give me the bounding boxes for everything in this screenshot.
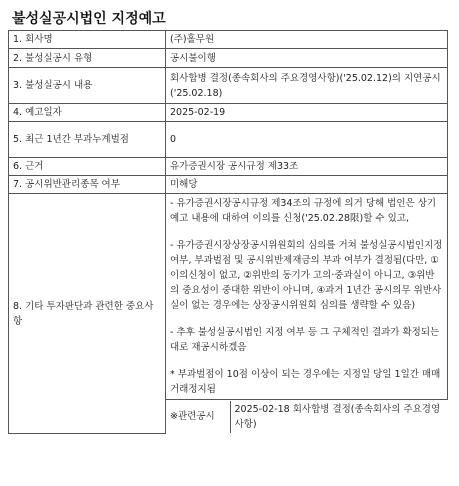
table-row (9, 31, 448, 49)
row-value-notice-date: 2025-02-19 (166, 104, 448, 122)
table-row (9, 122, 448, 158)
disclosure-table (8, 30, 448, 434)
row-value-violation-stock: 미해당 (166, 176, 448, 194)
row-label-type: 2. 불성실공시 유형 (9, 49, 166, 68)
row-label-other: 8. 기타 투자판단과 관련한 중요사항 (9, 194, 166, 434)
table-row (9, 158, 448, 176)
row-label-penalty: 5. 최근 1년간 부과누계벌점 (9, 122, 166, 158)
table-row (9, 176, 448, 194)
notice-paragraph: - 유가증권시장상장공시위원회의 심의를 거쳐 불성실공시법인지정 여부, 부과벌점 및 공시위반제재금의 부과 여부가 결정됨(다만, ①이의신청이 없고, ②위반의 동기가 고의·중과실이 아니고, ③위반의 중요성이 중대한 위반이 아니며, ④과거 1년간 공시의무 위반사실이 없는 경우에는 상장공시위원회 심의를 생략할 수 있음) (170, 240, 443, 311)
notice-paragraph: * 부과벌점이 10점 이상이 되는 경우에는 지정일 당일 1일간 매매거래정지됨 (170, 369, 441, 395)
table-row (9, 68, 448, 104)
row-value-other (166, 194, 448, 400)
row-label-basis: 6. 근거 (9, 158, 166, 176)
row-label-violation-stock: 7. 공시위반관리종목 여부 (9, 176, 166, 194)
row-label-content: 3. 불성실공시 내용 (9, 68, 166, 104)
row-value-type: 공시불이행 (166, 49, 448, 68)
related-disclosure-label: ※관련공시 (166, 401, 230, 433)
row-label-company: 1. 회사명 (9, 31, 166, 49)
related-disclosure-value: 2025-02-18 회사합병 결정(종속회사의 주요경영사항) (234, 403, 441, 430)
notice-paragraph: - 추후 불성실공시법인 지정 여부 등 그 구체적인 결과가 확정되는 대로 재공시하겠음 (170, 327, 440, 353)
row-value-content: 회사합병 결정(종속회사의 주요경영사항)('25.02.12)의 지연공시('25.02.18) (166, 68, 448, 104)
notice-paragraph: - 유가증권시장공시규정 제34조의 규정에 의거 당해 법인은 상기 예고 내용에 대하여 이의를 신청('25.02.28限)할 수 있고, (170, 198, 437, 224)
row-label-notice-date: 4. 예고일자 (9, 104, 166, 122)
row-value-basis: 유가증권시장 공시규정 제33조 (166, 158, 448, 176)
table-row (9, 49, 448, 68)
row-value-company: (주)홀무원 (166, 31, 448, 49)
page-title: 불성실공시법인 지정예고 (12, 11, 166, 27)
row-value-penalty: 0 (166, 122, 448, 158)
table-row (9, 194, 448, 400)
table-row (9, 104, 448, 122)
